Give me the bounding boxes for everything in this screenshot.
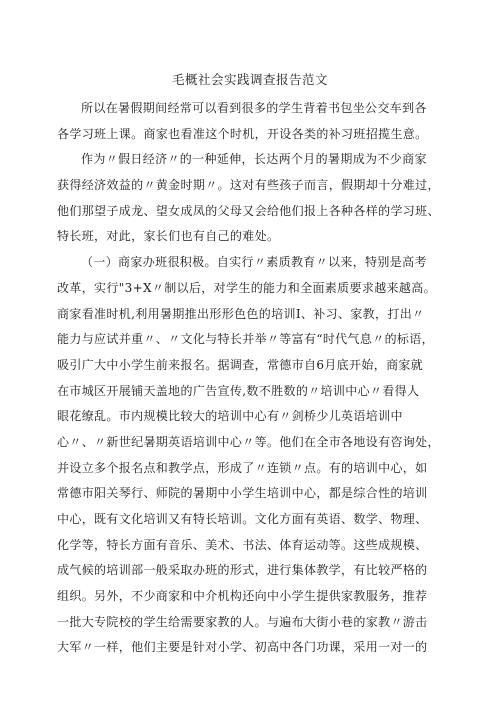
text-line: 成气候的培训部一般采取办班的形式，进行集体教学，有比较严格的 bbox=[57, 563, 428, 578]
document-title: 毛概社会实践调查报告范文 bbox=[171, 72, 328, 87]
text-line: 改革，实行"3+X〃制以后，对学生的能力和全面素质要求越来越高。 bbox=[57, 280, 436, 295]
text-line: 眼花缭乱。市内规模比较大的培训中心有〃剑桥少儿英语培训中 bbox=[57, 409, 403, 424]
text-line: 并设立多个报名点和教学点，形成了〃连锁〃点。有的培训中心，如 bbox=[57, 460, 428, 475]
text-line: 心〃、〃新世纪暑期英语培训中心〃等。他们在全市各地设有咨询处， bbox=[57, 434, 440, 449]
text-line: 各学习班上课。商家也看准这个时机，开设各类的补习班招揽生意。 bbox=[57, 126, 428, 141]
text-line: 在市城区开展铺天盖地的广告宣传,数不胜数的〃培训中心〃看得人 bbox=[57, 383, 420, 398]
text-line: 能力与应试并重〃、〃文化与特长并举〃等富有“时代气息〃的标语， bbox=[57, 332, 434, 347]
text-line: 一批大专院校的学生给需要家教的人。与遍布大街小巷的家教〃游击 bbox=[57, 614, 428, 629]
text-line: 常德市阳关琴行、师院的暑期中小学生培训中心，都是综合性的培训 bbox=[57, 486, 428, 501]
text-line: 获得经济效益的〃黄金时期〃。这对有些孩子而言，假期却十分难过， bbox=[57, 178, 440, 193]
text-line: 化学等，特长方面有音乐、美术、书法、体育运动等。这些成规模、 bbox=[57, 537, 428, 552]
document-body bbox=[57, 96, 445, 661]
text-line: 商家看准时机,利用暑期推出形形色色的培训Ⅰ、补习、家教，打出〃 bbox=[57, 306, 425, 321]
text-line: 特长班，对此，家长们也有自己的难处。 bbox=[57, 229, 280, 244]
text-line: 大军〃一样，他们主要是针对小学、初高中各门功课，采用一对一的 bbox=[57, 640, 428, 655]
text-line: 作为〃假日经济〃的一种延伸，长达两个月的暑期成为不少商家 bbox=[81, 152, 427, 167]
text-line: 中心，既有文化培训又有特长培训。文化方面有英语、数学、物理、 bbox=[57, 512, 428, 526]
text-line: 所以在暑假期间经常可以看到很多的学生背着书包坐公交车到各 bbox=[81, 101, 427, 115]
text-line: 他们那望子成龙、望女成凤的父母又会给他们报上各种各样的学习班、 bbox=[57, 203, 440, 218]
text-line: 吸引广大中小学生前来报名。据调查，常德市自6月底开始，商家就 bbox=[57, 357, 424, 372]
text-line: 组织。另外，不少商家和中介机构还向中小学生提供家教服务，推荐 bbox=[57, 589, 428, 604]
text-line: （一）商家办班很积极。自实行〃素质教育〃以来，特别是高考 bbox=[81, 255, 427, 270]
